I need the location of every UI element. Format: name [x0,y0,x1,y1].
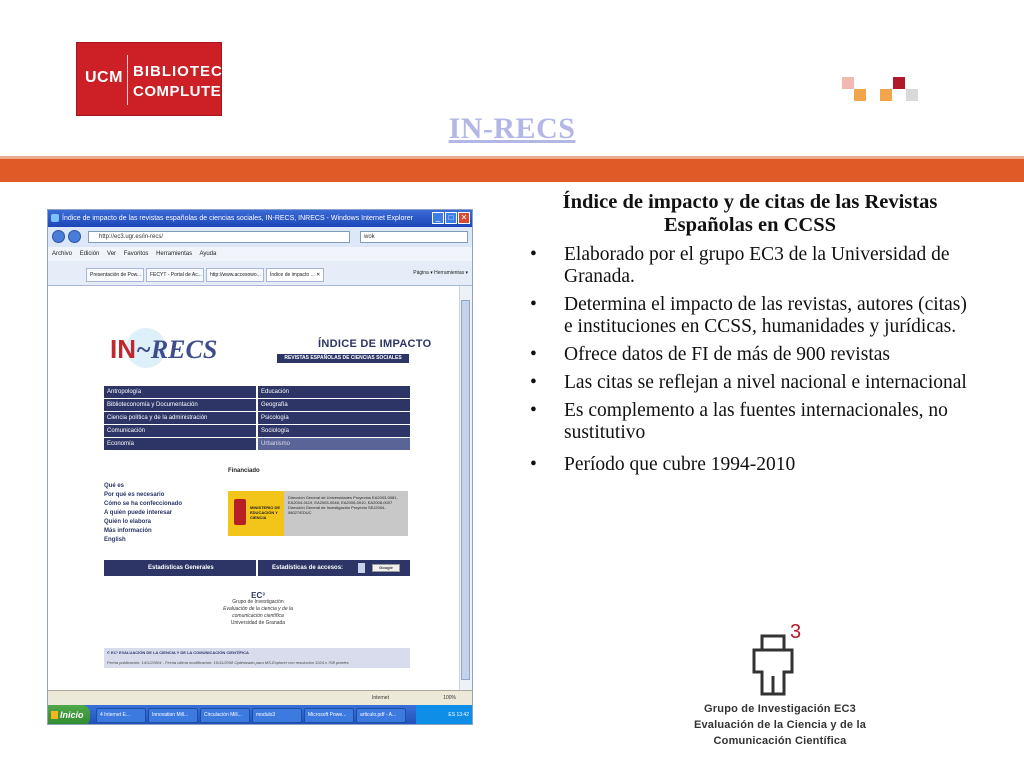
forward-icon[interactable] [68,230,81,243]
maximize-icon[interactable]: □ [445,212,457,224]
discipline-link[interactable]: Ciencia política y de la administración [104,412,256,424]
bullet-text: Las citas se reflejan a nivel nacional e internacional [564,372,967,393]
stats-separator [256,560,258,576]
search-input[interactable]: wok [360,231,468,243]
ie-status-bar [48,690,472,705]
bullet-item [530,400,970,444]
bullet-marker: • [530,454,537,475]
inrecs-logo-recs: ~RECS [136,335,218,364]
taskbar-item[interactable]: Circulación Mill... [200,708,250,723]
logo-ucm-text: UCM [85,69,123,86]
logo-divider [127,55,128,105]
discipline-menu [104,386,410,451]
taskbar-item[interactable]: Innovation Mill... [148,708,198,723]
ie-title-bar [48,210,472,227]
bullet-text: Determina el impacto de las revistas, autores (citas) e instituciones en CCSS, humanidades y jurídicas. [564,294,967,337]
stats-access-label: Estadísticas de accesos: [272,565,344,571]
discipline-row [104,399,410,411]
info-link[interactable]: Quién lo elabora [104,519,152,525]
ec3-logo-mark: 3 [790,621,802,643]
tab-presentacion[interactable]: Presentación de Pow... [86,268,144,282]
funding-box [228,491,408,536]
financiado-label: Financiado [228,468,260,474]
logo-line1: BIBLIOTECA [133,63,235,80]
ec3-group-logo-icon [748,620,804,700]
inrecs-page [48,286,460,700]
bullet-marker: • [530,400,537,421]
site-footer-dates: Fecha publicación: 14/12/2004 - Fecha última modificación: 15/11/2008 Optimizado para MS-Explorer con resolución 1024 x 768 píxeles [104,658,410,668]
menu-favoritos[interactable]: Favoritos [123,251,149,257]
bullet-list [530,244,970,482]
slide-heading: Índice de impacto y de citas de las Revistas Españolas en CCSS [562,191,938,236]
impacto-subtitle: REVISTAS ESPAÑOLAS DE CIENCIAS SOCIALES [277,354,409,363]
ie-toolbar-tools[interactable]: Página ▾ Herramientas ▾ [413,270,468,276]
stats-counter-icon[interactable] [358,563,365,573]
discipline-link[interactable]: Geografía [258,399,410,411]
close-icon[interactable]: ✕ [458,212,470,224]
info-link[interactable]: Qué es [104,483,125,489]
menu-ayuda[interactable]: Ayuda [199,251,217,257]
bullet-marker: • [530,344,537,365]
discipline-link[interactable]: Economía [104,438,256,450]
ie-window-icon [51,214,59,222]
vertical-scrollbar[interactable] [459,286,472,700]
discipline-link[interactable]: Educación [258,386,410,398]
deco-square [906,89,918,101]
discipline-link[interactable]: Sociología [258,425,410,437]
discipline-row [104,412,410,424]
discipline-link[interactable]: Comunicación [104,425,256,437]
bullet-text: Ofrece datos de FI de más de 900 revistas [564,344,890,365]
stats-bar [104,560,410,576]
info-link[interactable]: A quién puede interesar [104,510,173,516]
taskbar-item[interactable]: articulo.pdf - A... [356,708,406,723]
bullet-text: Elaborado por el grupo EC3 de la Universidad de Granada. [564,244,950,287]
english-link[interactable]: English [104,537,126,543]
windows-flag-icon [51,711,58,719]
address-input[interactable]: http://ec3.ugr.es/in-recs/ [88,231,350,243]
ie-window-title: Índice de impacto de las revistas españolas de ciencias sociales, IN-RECS, INRECS - Windows Internet Explorer [62,215,413,222]
menu-edicion[interactable]: Edición [79,251,100,257]
info-link[interactable]: Por qué es necesario [104,492,165,498]
ec3-line: Evaluación de la ciencia y de la comunicación científica [223,606,293,619]
funding-text: Dirección General de Universidades Proyectos EA2003-0081, EA2004-0119, EA2005-0048, EA2006-0010, EA2008-0007 Dirección General de Investigación Proyecto SEJ2004-08027/EDUC [288,495,398,515]
zoom-level[interactable]: 100% [443,695,456,701]
info-link[interactable]: Cómo se ha confeccionado [104,501,183,507]
google-badge[interactable]: Google [372,564,400,572]
info-links [104,482,182,545]
ec3-line: Grupo de Investigación [232,599,284,605]
window-controls [432,212,470,224]
minimize-icon[interactable]: _ [432,212,444,224]
ministry-logo [228,491,284,536]
system-tray-clock: ES 13:42 [416,705,472,725]
deco-square [880,89,892,101]
group-caption-line: Comunicación Científica [713,735,847,747]
ucm-library-logo [76,42,254,116]
bullet-item [530,454,970,476]
info-link[interactable]: Más información [104,528,152,534]
taskbar-item[interactable]: Microsoft Powe... [304,708,354,723]
menu-ver[interactable]: Ver [107,251,117,257]
start-label: Inicio [60,710,84,720]
slide-title[interactable]: IN-RECS [448,112,576,145]
header-band [0,159,1024,182]
discipline-link[interactable]: Antropología [104,386,256,398]
taskbar-item[interactable]: 4 Internet E... [96,708,146,723]
bullet-marker: • [530,244,537,265]
windows-taskbar [48,705,472,725]
deco-square [893,77,905,89]
site-footer-copyright: © EC³ EVALUACIÓN DE LA CIENCIA Y DE LA COMUNICACIÓN CIENTÍFICA [104,648,410,658]
bullet-item [530,294,970,338]
menu-archivo[interactable]: Archivo [52,251,73,257]
logo-line2: COMPLUTENSE [133,83,254,100]
taskbar-item[interactable]: modulo3 [252,708,302,723]
deco-square [842,77,854,89]
bullet-text: Es complemento a las fuentes internacionales, no sustitutivo [564,400,948,443]
ec3-line: Universidad de Granada [230,620,286,626]
ie-tab-strip [48,261,472,286]
discipline-link[interactable]: Biblioteconomía y Documentación [104,399,256,411]
bullet-text: Período que cubre 1994-2010 [564,454,796,475]
spain-shield-icon [234,499,246,525]
ie-menu-bar [48,247,472,261]
discipline-link[interactable]: Psicología [258,412,410,424]
bullet-marker: • [530,294,537,315]
deco-square [854,89,866,101]
tab-indice-impacto[interactable]: Índice de impacto ... ✕ [266,268,324,282]
group-caption-line: Grupo de Investigación EC3 [704,703,856,715]
tab-fecyt[interactable]: FECYT - Portal de Ac... [146,268,204,282]
inrecs-logo [110,334,217,365]
discipline-row [104,425,410,437]
scrollbar-thumb[interactable] [461,300,470,680]
group-caption-line: Evaluación de la Ciencia y de la [693,719,867,731]
inrecs-browser-screenshot [47,209,473,725]
discipline-row [104,438,410,450]
group-caption [690,701,870,749]
bullet-item [530,244,970,288]
bullet-marker: • [530,372,537,393]
ec3-mini-logo: EC³ [251,591,265,600]
ie-address-bar [48,227,472,247]
ec3-credit [208,592,308,627]
menu-herramientas[interactable]: Herramientas [156,251,193,257]
inrecs-logo-in: IN [110,334,136,364]
bullet-item [530,372,970,394]
discipline-link[interactable]: Urbanismo [258,438,410,450]
stats-general-link[interactable]: Estadísticas Generales [148,565,214,571]
impacto-title: ÍNDICE DE IMPACTO [318,338,432,350]
start-button[interactable] [48,705,90,725]
status-zone: Internet [372,695,389,701]
back-icon[interactable] [52,230,65,243]
bullet-item [530,344,970,366]
tab-accesowok[interactable]: http://www.accesowo... [206,268,264,282]
discipline-row [104,386,410,398]
ministry-text: MINISTERIO DE EDUCACIÓN Y CIENCIA [250,505,281,520]
